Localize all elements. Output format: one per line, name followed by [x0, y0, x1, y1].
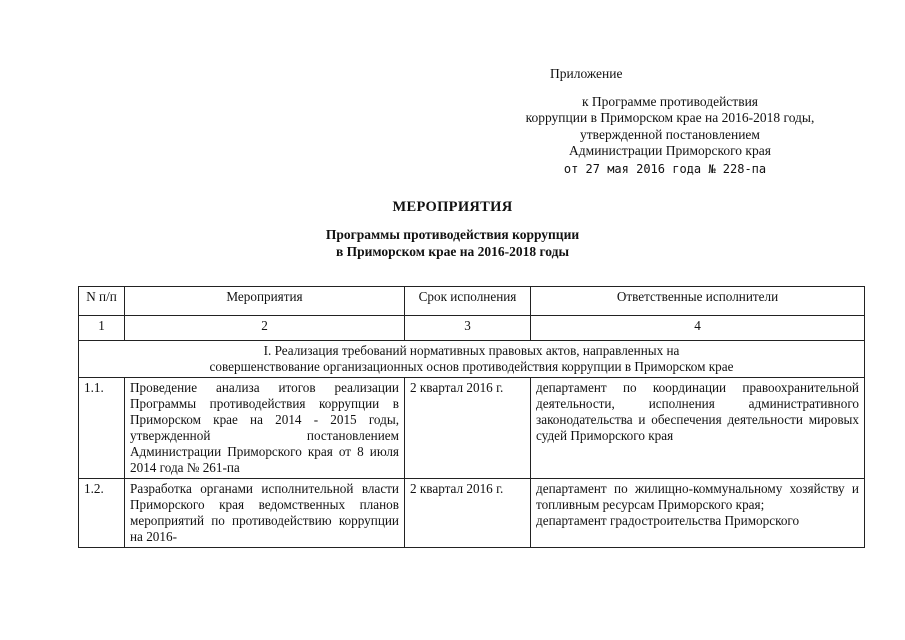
- subtitle-line: Программы противодействия коррупции: [325, 227, 580, 242]
- executor-line: департамент по жилищно-коммунальному хозяйству и топливным ресурсам Приморского края;: [536, 481, 859, 512]
- section-title-line: совершенствование организационных основ противодействия коррупции в Приморском крае: [209, 359, 734, 374]
- row-deadline: 2 квартал 2016 г.: [405, 479, 531, 548]
- section-title: [79, 341, 865, 378]
- column-number-cell: 4: [531, 316, 865, 341]
- row-measure: Проведение анализа итогов реализации Программы противодействия коррупции в Приморском крае на 2014 - 2015 годы, утвержденной постановлением Администрации Приморского края от 8 июля 2014 года № 261-па: [125, 378, 405, 479]
- row-measure: [125, 479, 405, 548]
- row-executors: департамент по координации правоохранительной деятельности, исполнения административного законодательства и обеспечения деятельности мировых судей Приморского края: [531, 378, 865, 479]
- appendix-title: Приложение: [550, 66, 623, 81]
- measures-table: [78, 286, 865, 548]
- appendix-date-stamp: от 27 мая 2016 года № 228-па: [563, 161, 767, 176]
- appendix-line: утвержденной постановлением: [580, 126, 760, 142]
- header-cell-measures: Мероприятия: [125, 287, 405, 316]
- row-measure-text: Разработка органами исполнительной власти Приморского края ведомственных планов мероприятий по противодействию коррупции на 2016-: [130, 481, 399, 544]
- column-number-row: [79, 316, 865, 341]
- table-row: [79, 378, 865, 479]
- appendix-header: [470, 66, 870, 177]
- row-number: 1.2.: [79, 479, 125, 548]
- row-deadline: 2 квартал 2016 г.: [405, 378, 531, 479]
- executor-line: департамент градостроительства Приморского: [536, 513, 800, 528]
- section-row: [79, 341, 865, 378]
- document-subtitle: [0, 226, 905, 260]
- section-title-line: I. Реализация требований нормативных правовых актов, направленных на: [263, 343, 680, 358]
- document-title: МЕРОПРИЯТИЯ: [392, 199, 513, 215]
- header-cell-number: N п/п: [79, 287, 125, 316]
- column-number-cell: 1: [79, 316, 125, 341]
- subtitle-line: в Приморском крае на 2016-2018 годы: [335, 244, 570, 259]
- appendix-line: Администрации Приморского края: [569, 143, 771, 158]
- appendix-line: коррупции в Приморском крае на 2016-2018 годы,: [525, 110, 815, 125]
- table-header-row: [79, 287, 865, 316]
- row-number: 1.1.: [79, 378, 125, 479]
- header-cell-deadline: Срок исполнения: [405, 287, 531, 316]
- appendix-line: к Программе противодействия: [581, 93, 758, 109]
- row-executors: [531, 479, 865, 548]
- column-number-cell: 2: [125, 316, 405, 341]
- header-cell-executors: Ответственные исполнители: [531, 287, 865, 316]
- column-number-cell: 3: [405, 316, 531, 341]
- table-row: [79, 479, 865, 548]
